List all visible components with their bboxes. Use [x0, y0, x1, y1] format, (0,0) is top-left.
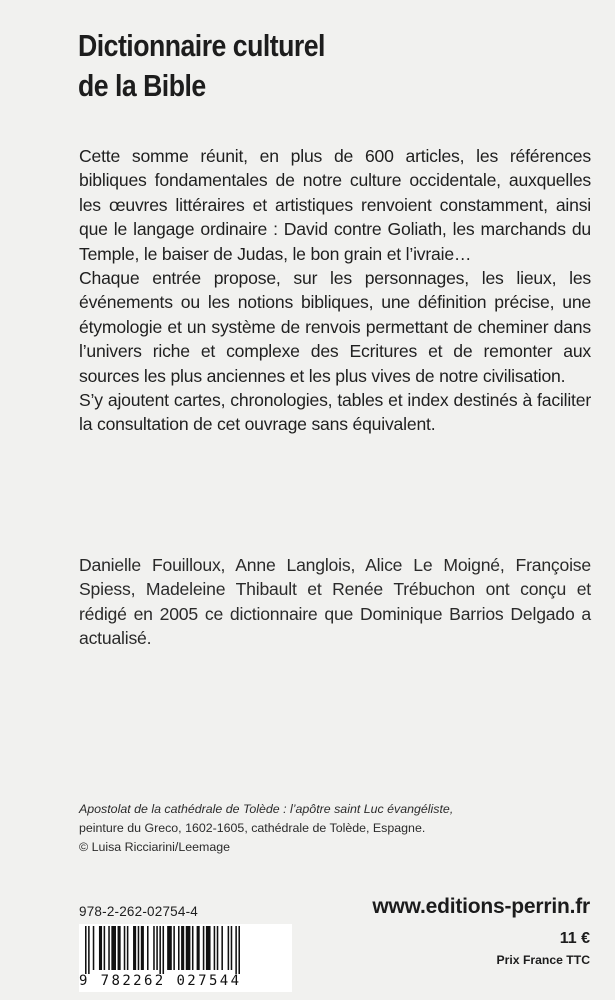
authors-paragraph: Danielle Fouilloux, Anne Langlois, Alice Le Moigné, Françoise Spiess, Madeleine Thibault et Renée Trébuchon ont conçu et rédigé en 2005 ce dictionnaire que Dominique Barrios Delgado a actualisé. [79, 555, 591, 649]
barcode-bar [192, 926, 194, 970]
barcode-bar [206, 926, 211, 970]
barcode-bar [127, 926, 129, 970]
barcode-bar [111, 926, 116, 970]
barcode-bar [181, 926, 184, 970]
publisher-website: www.editions-perrin.fr [372, 895, 590, 918]
barcode-bar [108, 926, 110, 970]
barcode-bar [118, 926, 121, 970]
book-title-line-1: Dictionnaire culturel [78, 28, 325, 63]
barcode-bar [221, 926, 223, 970]
barcode [79, 924, 292, 992]
isbn-number: 978-2-262-02754-4 [79, 904, 198, 919]
cover-image-caption [79, 800, 519, 858]
price-label: Prix France TTC [496, 953, 590, 967]
barcode-bar [138, 926, 140, 970]
barcode-bar [147, 926, 149, 970]
barcode-bar [141, 926, 144, 970]
caption-artwork-title: Apostolat de la cathédrale de Tolède : l’apôtre saint Luc évangéliste, [79, 802, 454, 816]
barcode-bar [88, 926, 90, 974]
book-description [79, 144, 591, 437]
description-paragraph: S’y ajoutent cartes, chronologies, tables et index destinés à faciliter la consultation de cet ouvrage sans équivalent. [79, 390, 591, 435]
barcode-digits: 9 782262 027544 [79, 973, 242, 989]
barcode-bar [85, 926, 87, 974]
barcode-bar [186, 926, 191, 970]
barcode-bar [178, 926, 180, 970]
barcode-bar [231, 926, 233, 970]
barcode-bar [163, 926, 165, 974]
description-paragraph: Cette somme réunit, en plus de 600 articles, les références bibliques fondamentales de notre culture occidentale, auxquelles les œuvres littéraires et artistiques renvoient constamment, ainsi que le langage ordinaire : David contre Goliath, les marchands du Temple, le baiser de Judas, le bon grain et l’ivraie… [79, 146, 591, 264]
barcode-bar [238, 926, 240, 974]
barcode-bar [159, 926, 161, 974]
barcode-bar [167, 926, 172, 970]
description-paragraph: Chaque entrée propose, sur les personnages, les lieux, les événements ou les notions bibliques, une définition précise, une étymologie et un système de renvois permettant de cheminer dans l’univers riche et complexe des Ecritures et de remonter aux sources les plus anciennes et les plus vives de notre civilisation. [79, 268, 591, 386]
barcode-bar [93, 926, 95, 970]
barcode-bar [156, 926, 158, 970]
book-title-line-2: de la Bible [78, 68, 206, 103]
barcode-bar [214, 926, 216, 970]
barcode-bar [203, 926, 205, 970]
barcode-bar [153, 926, 155, 970]
caption-credit: © Luisa Ricciarini/Leemage [79, 840, 231, 855]
book-title [78, 26, 491, 106]
barcode-bar [197, 926, 200, 970]
barcode-bars [79, 924, 292, 974]
barcode-bar [124, 926, 126, 970]
barcode-bar [217, 926, 219, 970]
caption-artwork-details: peinture du Greco, 1602-1605, cathédrale de Tolède, Espagne. [79, 821, 426, 836]
barcode-bar [173, 926, 175, 970]
barcode-bar [235, 926, 237, 974]
barcode-bar [99, 926, 102, 970]
barcode-bar [133, 926, 136, 970]
barcode-bar [104, 926, 106, 970]
barcode-bar [228, 926, 230, 970]
price: 11 € [559, 930, 590, 947]
